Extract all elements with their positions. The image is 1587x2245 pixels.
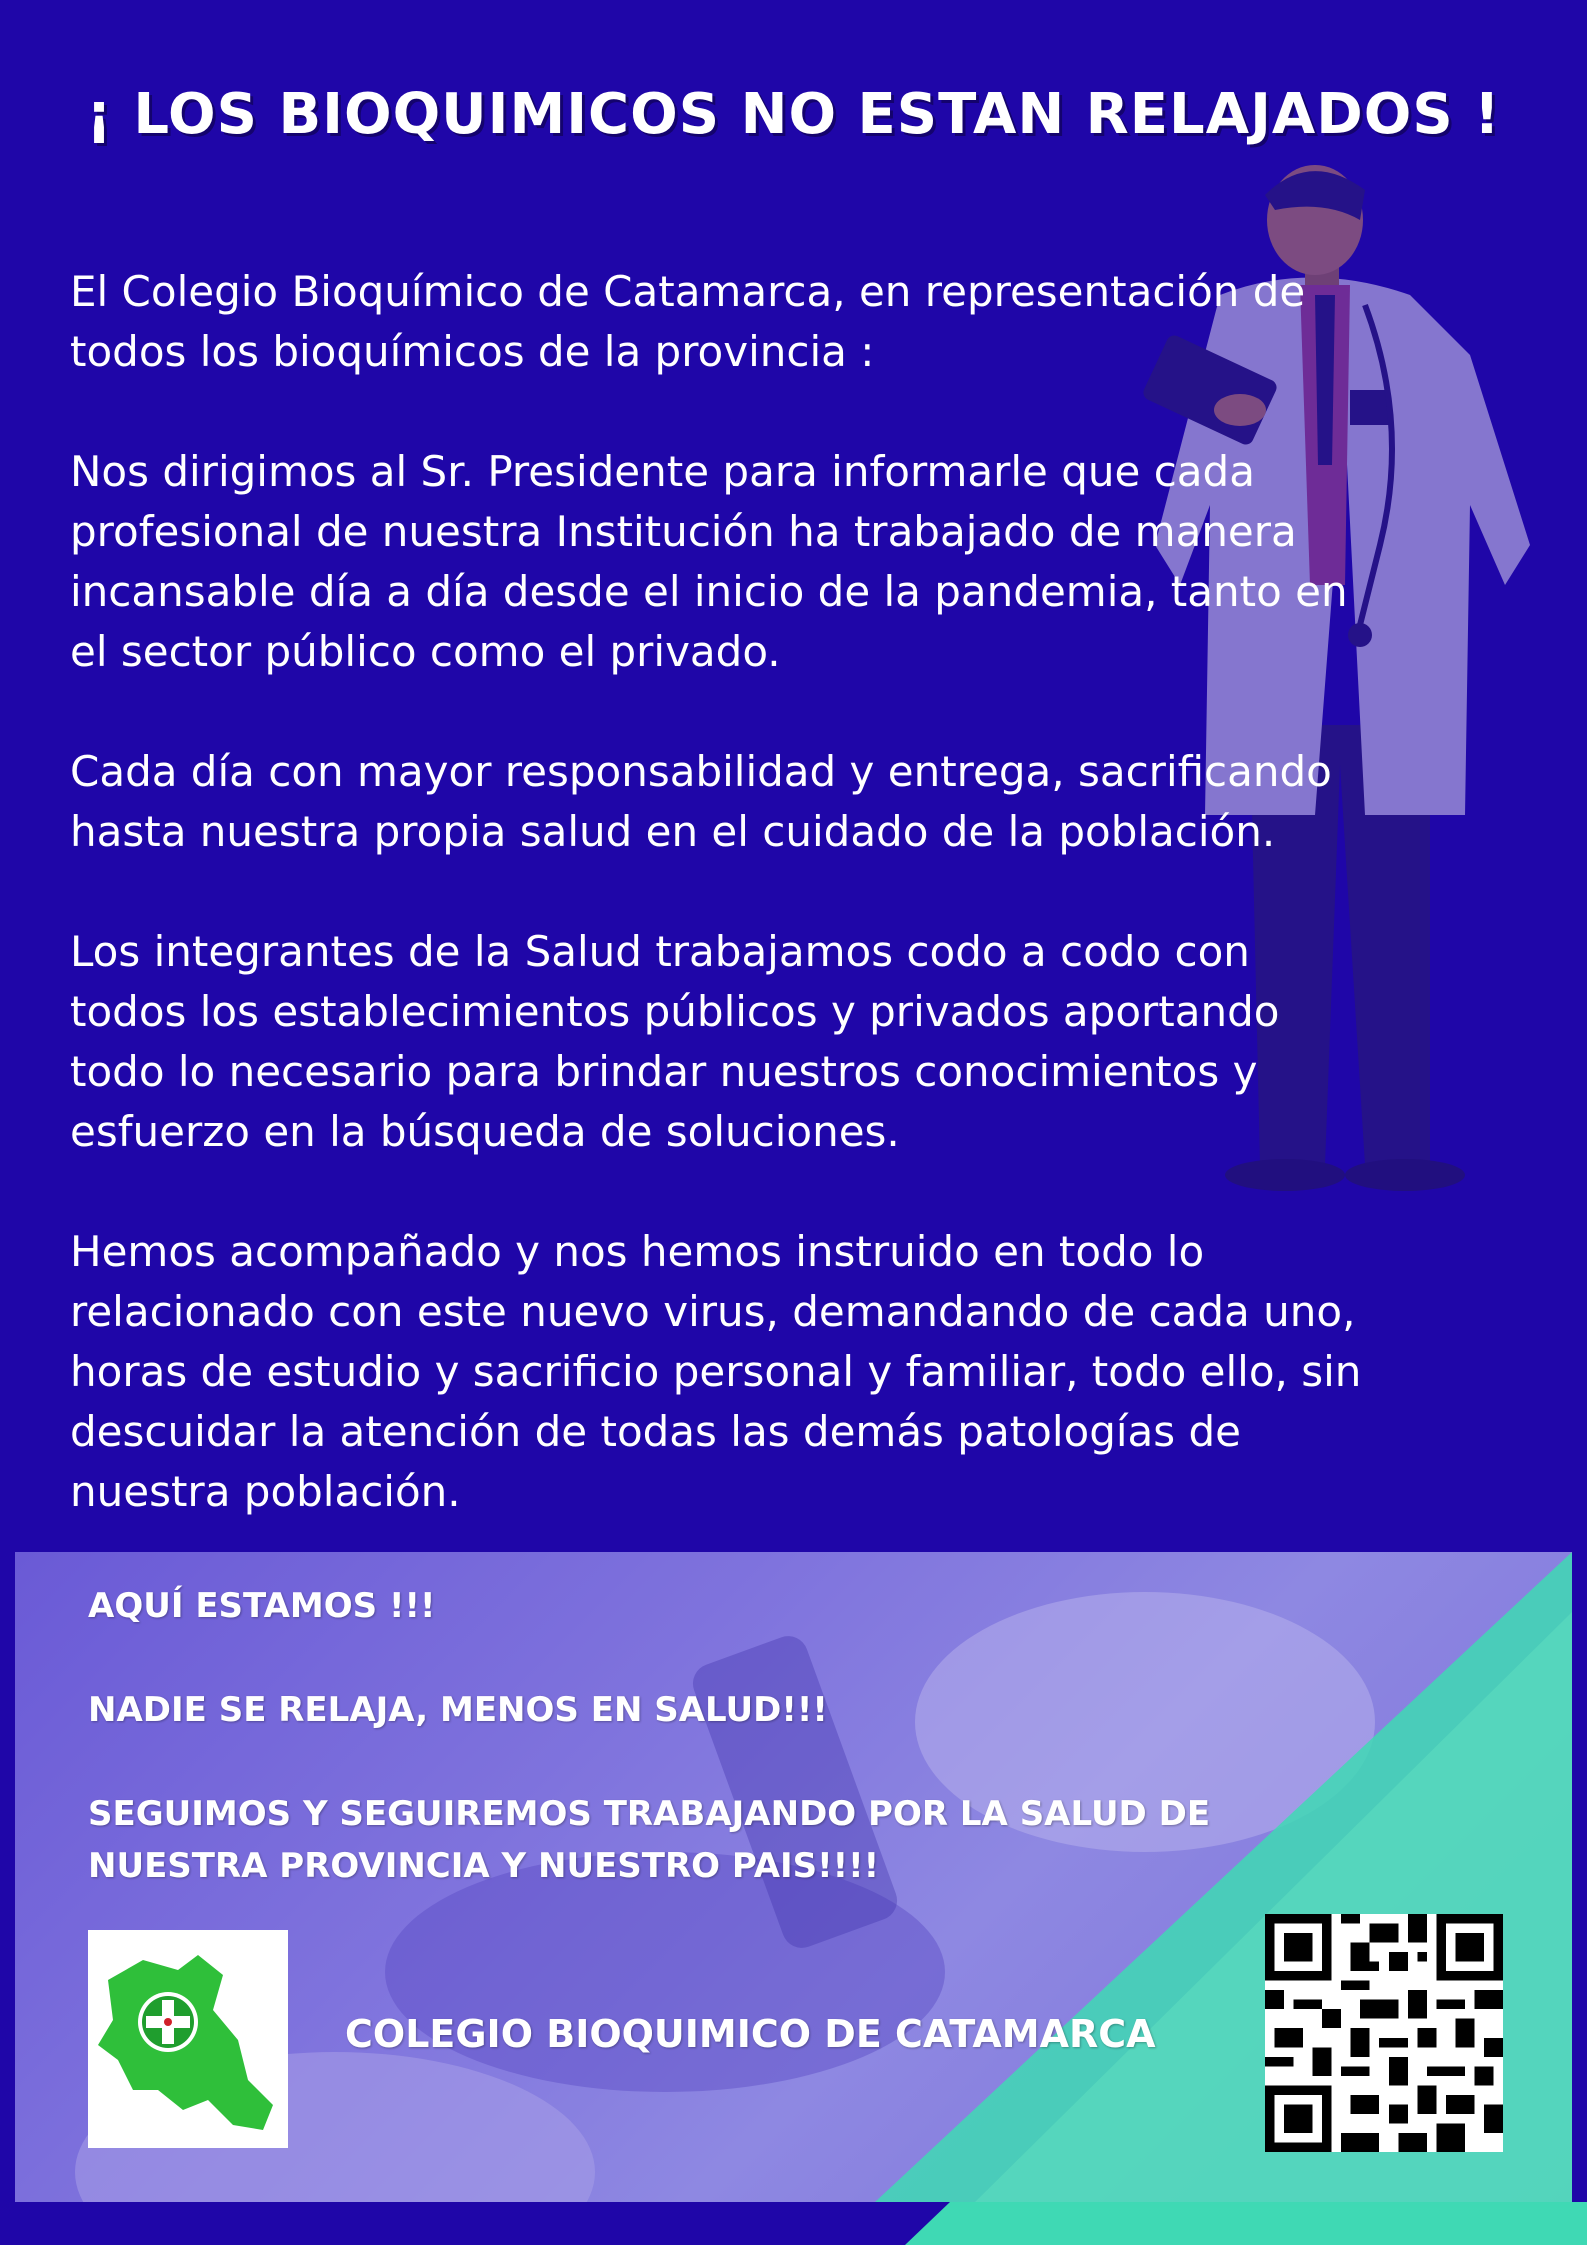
organization-name: COLEGIO BIOQUIMICO DE CATAMARCA <box>345 2012 1156 2056</box>
paragraph-intro: El Colegio Bioquímico de Catamarca, en representación de todos los bioquímicos de la provincia : <box>70 267 1306 376</box>
paragraph-responsibility: Cada día con mayor responsabilidad y entrega, sacrificando hasta nuestra propia salud en el cuidado de la población. <box>70 747 1332 856</box>
slogan-seguimos: SEGUIMOS Y SEGUIREMOS TRABAJANDO POR LA SALUD DE NUESTRA PROVINCIA Y NUESTRO PAIS!!!! <box>88 1794 1211 1886</box>
bottom-panel <box>15 1552 1572 2202</box>
qr-code-icon[interactable] <box>1265 1914 1503 2152</box>
paragraph-virus: Hemos acompañado y nos hemos instruido en todo lo relacionado con este nuevo virus, demandando de cada uno, horas de estudio y sacrificio personal y familiar, todo ello, sin descuidar la atención de todas las demás patologías de nuestra población. <box>70 1227 1362 1516</box>
slogan-aqui-estamos: AQUÍ ESTAMOS !!! <box>88 1586 436 1626</box>
paragraph-health-team: Los integrantes de la Salud trabajamos codo a codo con todos los establecimientos públicos y privados aportando todo lo necesario para brindar nuestros conocimientos y esfuerzo en la búsqueda de soluciones. <box>70 927 1280 1156</box>
page-title: ¡ LOS BIOQUIMICOS NO ESTAN RELAJADOS ! <box>86 82 1501 147</box>
slogans <box>88 1580 1388 1944</box>
letter-body <box>70 262 1530 1582</box>
slogan-nadie-se-relaja: NADIE SE RELAJA, MENOS EN SALUD!!! <box>88 1690 828 1730</box>
catamarca-logo-icon <box>88 1930 288 2148</box>
footer-teal-strip <box>0 2202 1587 2245</box>
paragraph-president: Nos dirigimos al Sr. Presidente para informarle que cada profesional de nuestra Institución ha trabajado de manera incansable día a día desde el inicio de la pandemia, tanto en el sector público como el privado. <box>70 447 1348 676</box>
